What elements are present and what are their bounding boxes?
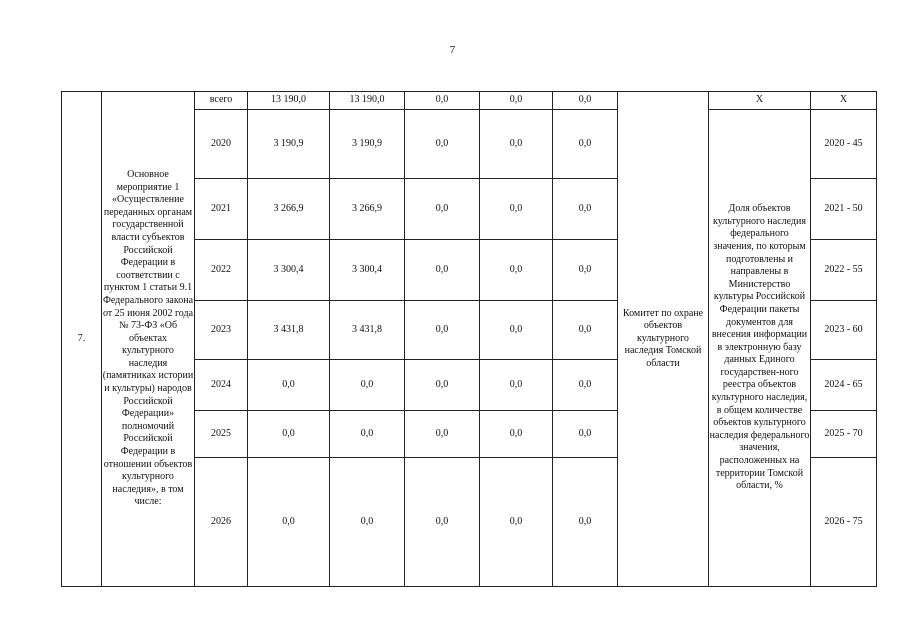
total-value-2: 13 190,0	[330, 92, 405, 110]
value-cell: 3 300,4	[330, 240, 405, 301]
value-cell: 0,0	[248, 411, 330, 458]
value-cell: 0,0	[553, 360, 618, 411]
value-cell: 0,0	[480, 458, 553, 587]
year-cell: 2025	[195, 411, 248, 458]
indicator-total-mark: Х	[709, 92, 811, 110]
value-cell: 0,0	[480, 179, 553, 240]
value-cell: 0,0	[405, 360, 480, 411]
table-row-total	[62, 92, 877, 110]
page-number: 7	[449, 44, 456, 56]
year-cell: 2021	[195, 179, 248, 240]
year-cell: 2022	[195, 240, 248, 301]
value-cell: 0,0	[480, 240, 553, 301]
value-cell: 0,0	[248, 458, 330, 587]
value-cell: 0,0	[553, 458, 618, 587]
value-cell: 0,0	[405, 458, 480, 587]
total-value-3: 0,0	[405, 92, 480, 110]
target-total-mark: Х	[811, 92, 877, 110]
year-cell: 2020	[195, 110, 248, 179]
indicator-description: Доля объектов культурного наследия федерального значения, по которым подготовлены и направлены в Министерство культуры Российской Федерации пакеты документов для внесения информации в электронную базу данных Единого государствен-ного реестра объектов культурного наследия, в общем количестве объектов культурного наследия федерального значения, расположенных на территории Томской области, %	[709, 110, 811, 587]
value-cell: 0,0	[330, 411, 405, 458]
value-cell: 3 431,8	[248, 301, 330, 360]
total-value-4: 0,0	[480, 92, 553, 110]
value-cell: 0,0	[480, 411, 553, 458]
value-cell: 0,0	[553, 240, 618, 301]
target-cell: 2022 - 55	[811, 240, 877, 301]
target-cell: 2020 - 45	[811, 110, 877, 179]
target-cell: 2021 - 50	[811, 179, 877, 240]
value-cell: 0,0	[405, 110, 480, 179]
value-cell: 0,0	[405, 240, 480, 301]
value-cell: 0,0	[330, 360, 405, 411]
row-index: 7.	[62, 92, 102, 587]
responsible-department: Комитет по охране объектов культурного наследия Томской области	[618, 92, 709, 587]
value-cell: 0,0	[553, 179, 618, 240]
value-cell: 0,0	[405, 301, 480, 360]
year-cell: 2024	[195, 360, 248, 411]
value-cell: 0,0	[553, 411, 618, 458]
value-cell: 3 300,4	[248, 240, 330, 301]
value-cell: 0,0	[248, 360, 330, 411]
value-cell: 3 266,9	[248, 179, 330, 240]
target-cell: 2024 - 65	[811, 360, 877, 411]
event-description: Основное мероприятие 1 «Осуществление переданных органам государственной власти субъектов Российской Федерации в соответствии с пунктом 1 статьи 9.1 Федерального закона от 25 июня 2002 года № 73-ФЗ «Об объектах культурного наследия (памятниках истории и культуры) народов Российской Федерации» полномочий Российской Федерации в отношении объектов культурного наследия», в том числе:	[102, 92, 195, 587]
value-cell: 0,0	[405, 411, 480, 458]
total-value-5: 0,0	[553, 92, 618, 110]
value-cell: 0,0	[330, 458, 405, 587]
target-cell: 2023 - 60	[811, 301, 877, 360]
value-cell: 0,0	[480, 301, 553, 360]
year-cell: 2026	[195, 458, 248, 587]
program-table	[61, 91, 877, 587]
value-cell: 3 431,8	[330, 301, 405, 360]
target-cell: 2025 - 70	[811, 411, 877, 458]
value-cell: 3 266,9	[330, 179, 405, 240]
target-cell: 2026 - 75	[811, 458, 877, 587]
year-cell: 2023	[195, 301, 248, 360]
value-cell: 0,0	[480, 360, 553, 411]
value-cell: 3 190,9	[330, 110, 405, 179]
total-value-1: 13 190,0	[248, 92, 330, 110]
value-cell: 0,0	[553, 301, 618, 360]
value-cell: 0,0	[405, 179, 480, 240]
value-cell: 0,0	[480, 110, 553, 179]
value-cell: 3 190,9	[248, 110, 330, 179]
value-cell: 0,0	[553, 110, 618, 179]
total-label: всего	[195, 92, 248, 110]
